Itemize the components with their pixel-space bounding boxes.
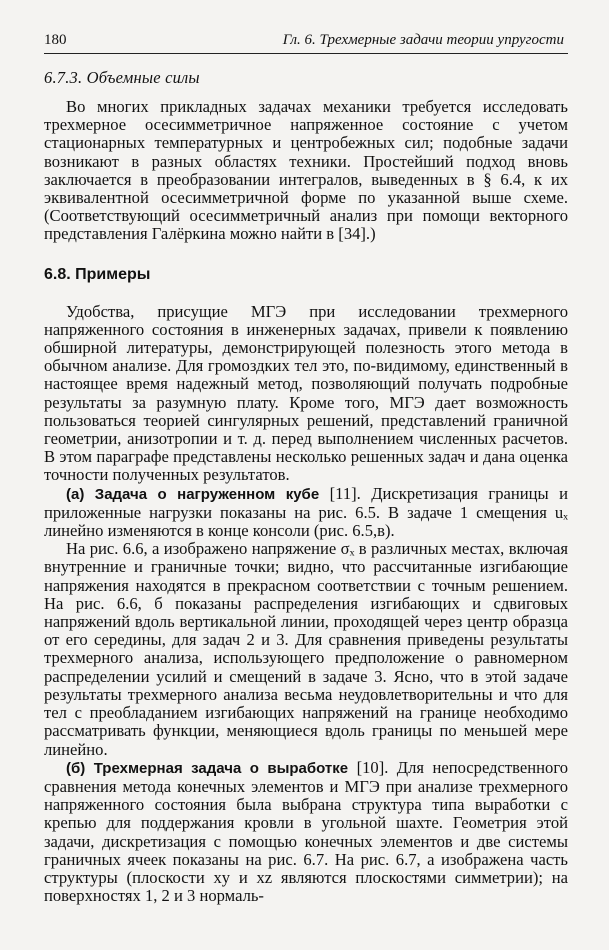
example-a-heading: (а) Задача о нагруженном кубе bbox=[66, 485, 320, 503]
example-a-paragraph bbox=[44, 485, 568, 541]
intro-paragraph: Удобства, присущие МГЭ при исследовании трехмерного напряженного состояния в инженерных задачах, привели к появлению обширной литературы, демонстрирующей полезность этого метода в обычном анализе. Для громоздких тел это, по-видимому, единственный в настоящее время надежный метод, позволяющий получать подробные результаты за разумную плату. Кроме того, МГЭ дает возможность пользоваться теорией сингулярных решений, представлений граничной геометрии, анизотропии и т. д. перед выполнением численных расчетов. В этом параграфе представлены несколько решенных задач и дана оценка точности полученных результатов. bbox=[44, 301, 568, 485]
example-a-text: [11]. Дискретизация границы и приложенные нагрузки показаны на рис. 6.5. В задаче 1 смещения uₓ линейно изменяются в конце консоли (рис. 6.5,в). bbox=[44, 483, 568, 541]
example-b-heading: (б) Трехмерная задача о выработке bbox=[66, 759, 349, 777]
figure-6-6-paragraph: На рис. 6.6, а изображено напряжение σₓ в различных местах, включая внутренние и граничные точки; видно, что рассчитанные изгибающие напряжения находятся в прекрасном соответствии с точным решением. На рис. 6.6, б показаны распределения изгибающих и сдвиговых напряжений вдоль вертикальной линии, проходящей через центр образца от его середины, для задач 2 и 3. Для сравнения приведены результаты трехмерного анализа, использующего предположение о равномерном распределении усилий и смещений в задаче 3. Ясно, что в этой задаче результаты трехмерного анализа весьма неудовлетворительны и что для тел с преобладанием изгибающих напряжений на границе необходимо рассматривать функции, меняющиеся вдоль границы по меньшей мере линейно. bbox=[44, 539, 568, 759]
page-number: 180 bbox=[44, 32, 67, 48]
running-title: Гл. 6. Трехмерные задачи теории упругости bbox=[282, 32, 564, 48]
subsection-paragraph: Во многих прикладных задачах механики требуется исследовать трехмерное осесимметричное напряженное состояние с учетом стационарных температурных и центробежных сил; подобные задачи возникают в разных областях техники. Простейший подход вновь заключается в преобразовании интегралов, выведенных в § 6.4, к их эквивалентной осесимметричной форме по указанной выше схеме. (Соответствующий осесимметричный анализ при помощи векторного представления Галёркина можно найти в [34].) bbox=[44, 97, 568, 244]
example-b-text: [10]. Для непосредственного сравнения метода конечных элементов и МГЭ при анализе трехмерного напряженного состояния была выбрана структура типа выработки с крепью для поддержания кровли в угольной шахте. Геометрия этой задачи, дискретизация с помощью конечных элементов и две системы граничных ячеек показаны на рис. 6.7. На рис. 6.7, а изображена часть структуры (плоскости xy и xz являются плоскостями симметрии); на поверхностях 1, 2 и 3 нормаль- bbox=[44, 757, 569, 906]
section-heading: 6.8. Примеры bbox=[44, 265, 151, 283]
subsection-heading: 6.7.3. Объемные силы bbox=[44, 68, 200, 87]
example-b-paragraph bbox=[44, 759, 568, 906]
book-page bbox=[44, 32, 568, 905]
page-header bbox=[44, 32, 568, 54]
